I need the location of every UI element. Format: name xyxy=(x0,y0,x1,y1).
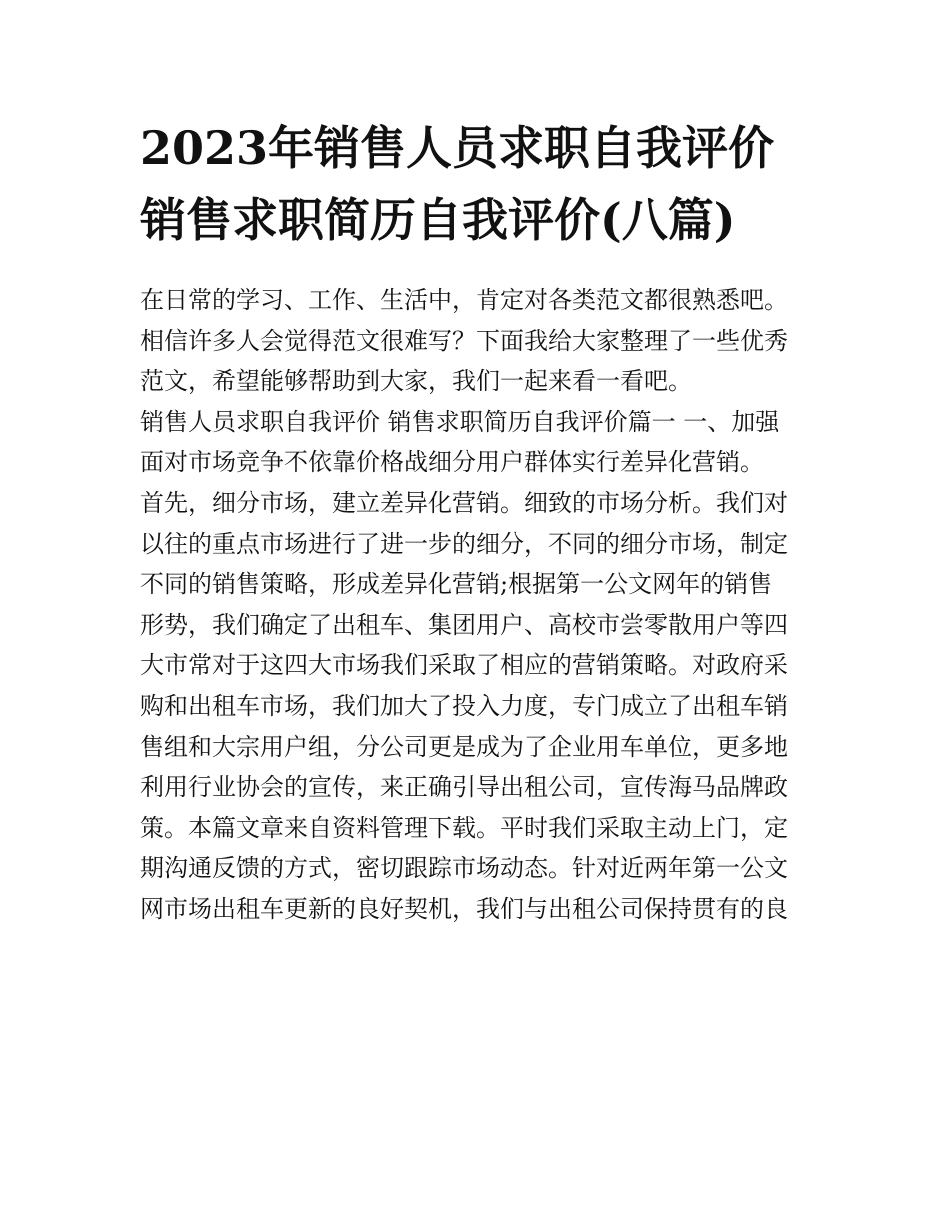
body-line-11: 购和出租车市场，我们加大了投入力度，专门成立了出租车销 xyxy=(140,691,788,720)
title-line-1: 2023年销售人员求职自我评价 xyxy=(140,121,775,175)
body-line-16: 网市场出租车更新的良好契机，我们与出租公司保持贯有的良 xyxy=(140,894,788,923)
body-line-2: 相信许多人会觉得范文很难写？下面我给大家整理了一些优秀 xyxy=(140,326,788,355)
body-line-8: 不同的销售策略，形成差异化营销;根据第一公文网年的销售 xyxy=(140,570,773,599)
body-line-15: 期沟通反馈的方式，密切跟踪市场动态。针对近两年第一公文 xyxy=(140,854,788,883)
body-line-4: 销售人员求职自我评价 销售求职简历自我评价篇一 一、加强 xyxy=(140,407,780,436)
body-line-12: 售组和大宗用户组，分公司更是成为了企业用车单位，更多地 xyxy=(140,732,788,761)
document-title xyxy=(140,112,830,256)
body-line-14: 策。本篇文章来自资料管理下载。平时我们采取主动上门，定 xyxy=(140,813,788,842)
title-line-2: 销售求职简历自我评价(八篇) xyxy=(140,193,736,247)
body-line-13: 利用行业协会的宣传，来正确引导出租公司，宣传海马品牌政 xyxy=(140,773,788,802)
body-line-5: 面对市场竞争不依靠价格战细分用户群体实行差异化营销。 xyxy=(140,448,764,477)
body-line-9: 形势，我们确定了出租车、集团用户、高校市尝零散用户等四 xyxy=(140,610,788,639)
body-line-6: 首先，细分市场，建立差异化营销。细致的市场分析。我们对 xyxy=(140,488,788,517)
body-line-7: 以往的重点市场进行了进一步的细分，不同的细分市场，制定 xyxy=(140,529,788,558)
document-body xyxy=(140,280,840,930)
body-line-10: 大市常对于这四大市场我们采取了相应的营销策略。对政府采 xyxy=(140,651,788,680)
body-line-3: 范文，希望能够帮助到大家，我们一起来看一看吧。 xyxy=(140,367,692,396)
body-line-1: 在日常的学习、工作、生活中，肯定对各类范文都很熟悉吧。 xyxy=(140,286,788,314)
